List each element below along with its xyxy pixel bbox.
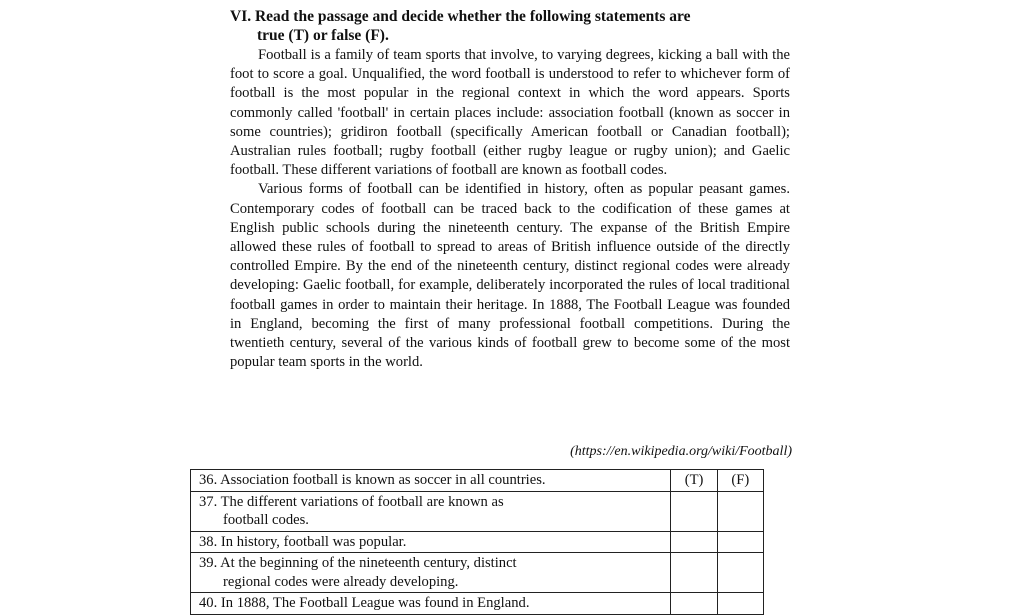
false-header: (F): [717, 470, 763, 492]
exercise-heading: [230, 7, 790, 45]
question-text: 38. In history, football was popular.: [199, 533, 407, 550]
question-36: [191, 470, 671, 492]
question-text-continued: regional codes were already developing.: [223, 573, 459, 590]
heading-line-1: VI. Read the passage and decide whether the following statements are: [230, 8, 691, 25]
table-row: [191, 470, 764, 492]
question-text: 40. In 1888, The Football League was found in England.: [199, 595, 530, 611]
question-text-continued: football codes.: [223, 512, 309, 528]
table-row: [191, 593, 764, 615]
answer-false-cell-39[interactable]: [717, 553, 763, 593]
answer-true-cell-39[interactable]: [671, 553, 717, 593]
source-citation: (https://en.wikipedia.org/wiki/Football): [570, 444, 792, 459]
passage-paragraph-2: Various forms of football can be identified in history, often as popular peasant games. Contemporary codes of football can be traced back to the codification of these games at English public schools during the nineteenth century. The expanse of the British Empire allowed these rules of football to spread to areas of British influence outside of the directly controlled Empire. By the end of the nineteenth century, distinct regional codes were already developing: Gaelic football, for example, deliberately incorporated the rules of local traditional football games in order to maintain their heritage. In 1888, The Football League was founded in England, becoming the first of many professional football competitions. During the twentieth century, several of the various kinds of football grew to become some of the most popular team sports in the world.: [230, 181, 790, 371]
answer-true-cell-40[interactable]: [671, 593, 717, 615]
true-header: (T): [671, 470, 717, 492]
passage-paragraph-1: Football is a family of team sports that involve, to varying degrees, kicking a ball with the foot to score a goal. Unqualified, the word football is understood to refer to whichever form of football is the most popular in the regional context in which the word appears. Sports commonly called 'football' in certain places include: association football (known as soccer in some countries); gridiron football (specifically American football or Canadian football); Australian rules football; rugby football (either rugby league or rugby union); and Gaelic football. These different variations of football are known as football codes.: [230, 47, 790, 179]
answer-true-cell-38[interactable]: [671, 531, 717, 553]
answer-false-cell-38[interactable]: [717, 531, 763, 553]
table-row: [191, 553, 764, 593]
question-40: [191, 593, 671, 615]
true-false-table: [190, 469, 764, 615]
question-text: 37. The different variations of football are known as: [199, 493, 504, 510]
reading-passage: [230, 46, 790, 372]
table-row: [191, 491, 764, 531]
question-37: [191, 491, 671, 531]
question-text: 36. Association football is known as soccer in all countries.: [199, 472, 546, 488]
answer-false-cell-40[interactable]: [717, 593, 763, 615]
table-row: [191, 531, 764, 553]
question-39: [191, 553, 671, 593]
question-text: 39. At the beginning of the nineteenth century, distinct: [199, 555, 517, 571]
answer-false-cell-37[interactable]: [717, 491, 763, 531]
answer-true-cell-37[interactable]: [671, 491, 717, 531]
heading-line-2: true (T) or false (F).: [257, 27, 389, 44]
question-38: [191, 531, 671, 553]
